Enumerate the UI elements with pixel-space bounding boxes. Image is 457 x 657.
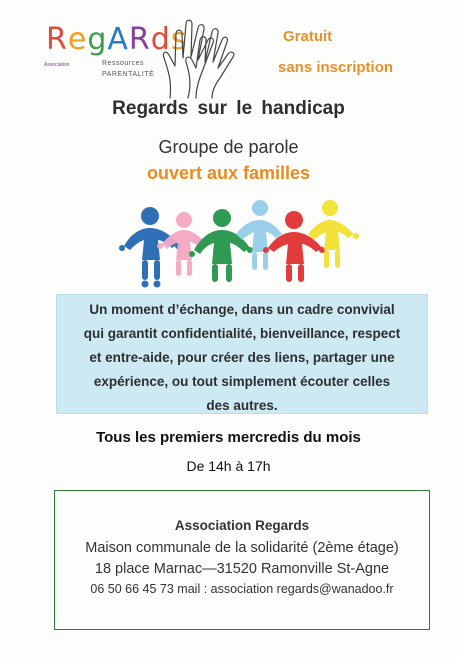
- contact-box: [54, 490, 430, 630]
- free-label: Gratuit: [283, 28, 333, 45]
- description-line: expérience, ou tout simplement écouter celles: [93, 374, 391, 389]
- description-line: Un moment d’échange, dans un cadre convivial: [89, 302, 395, 317]
- association-name: Association Regards: [174, 518, 310, 533]
- figure-green: [189, 209, 253, 282]
- subtitle: Groupe de parole: [158, 137, 299, 157]
- handprint-people-illustration: [112, 198, 362, 290]
- no-registration-label: sans inscription: [278, 59, 394, 76]
- hands-icon: [158, 14, 238, 100]
- figure-yellow: [308, 200, 359, 268]
- figure-blue: [119, 207, 181, 288]
- description-line: et entre-aide, pour créer des liens, partager une: [89, 350, 395, 365]
- phone-mail-line: 06 50 66 45 73 mail : association regards@wanadoo.fr: [90, 582, 394, 596]
- logo-letter: s: [170, 22, 188, 57]
- logo-letter: e: [67, 22, 88, 57]
- logo-letter: R: [128, 22, 151, 57]
- logo-association-label: Association: [44, 62, 70, 68]
- venue-line: Maison communale de la solidarité (2ème étage): [85, 540, 399, 556]
- regards-logo: [40, 14, 230, 104]
- logo-letter: d: [150, 22, 171, 57]
- logo-letter: A: [107, 22, 129, 57]
- address-line: 18 place Marnac—31520 Ramonville St-Agne: [94, 561, 390, 577]
- description-line: des autres.: [206, 398, 278, 413]
- schedule-hours: De 14h à 17h: [186, 458, 271, 474]
- description-box: [56, 294, 428, 414]
- logo-ressources-label: Ressources: [102, 60, 144, 67]
- logo-letter: g: [87, 22, 108, 57]
- figure-light-blue: [236, 200, 282, 270]
- schedule-frequency: Tous les premiers mercredis du mois: [96, 429, 361, 446]
- figure-red: [263, 211, 325, 282]
- tagline: ouvert aux familles: [146, 163, 311, 183]
- description-line: qui garantit confidentialité, bienveillance, respect: [83, 326, 401, 341]
- logo-parentalite-label: PARENTALITÉ: [102, 71, 155, 78]
- logo-letter: R: [46, 22, 68, 57]
- page-title: Regards sur le handicap: [112, 98, 345, 119]
